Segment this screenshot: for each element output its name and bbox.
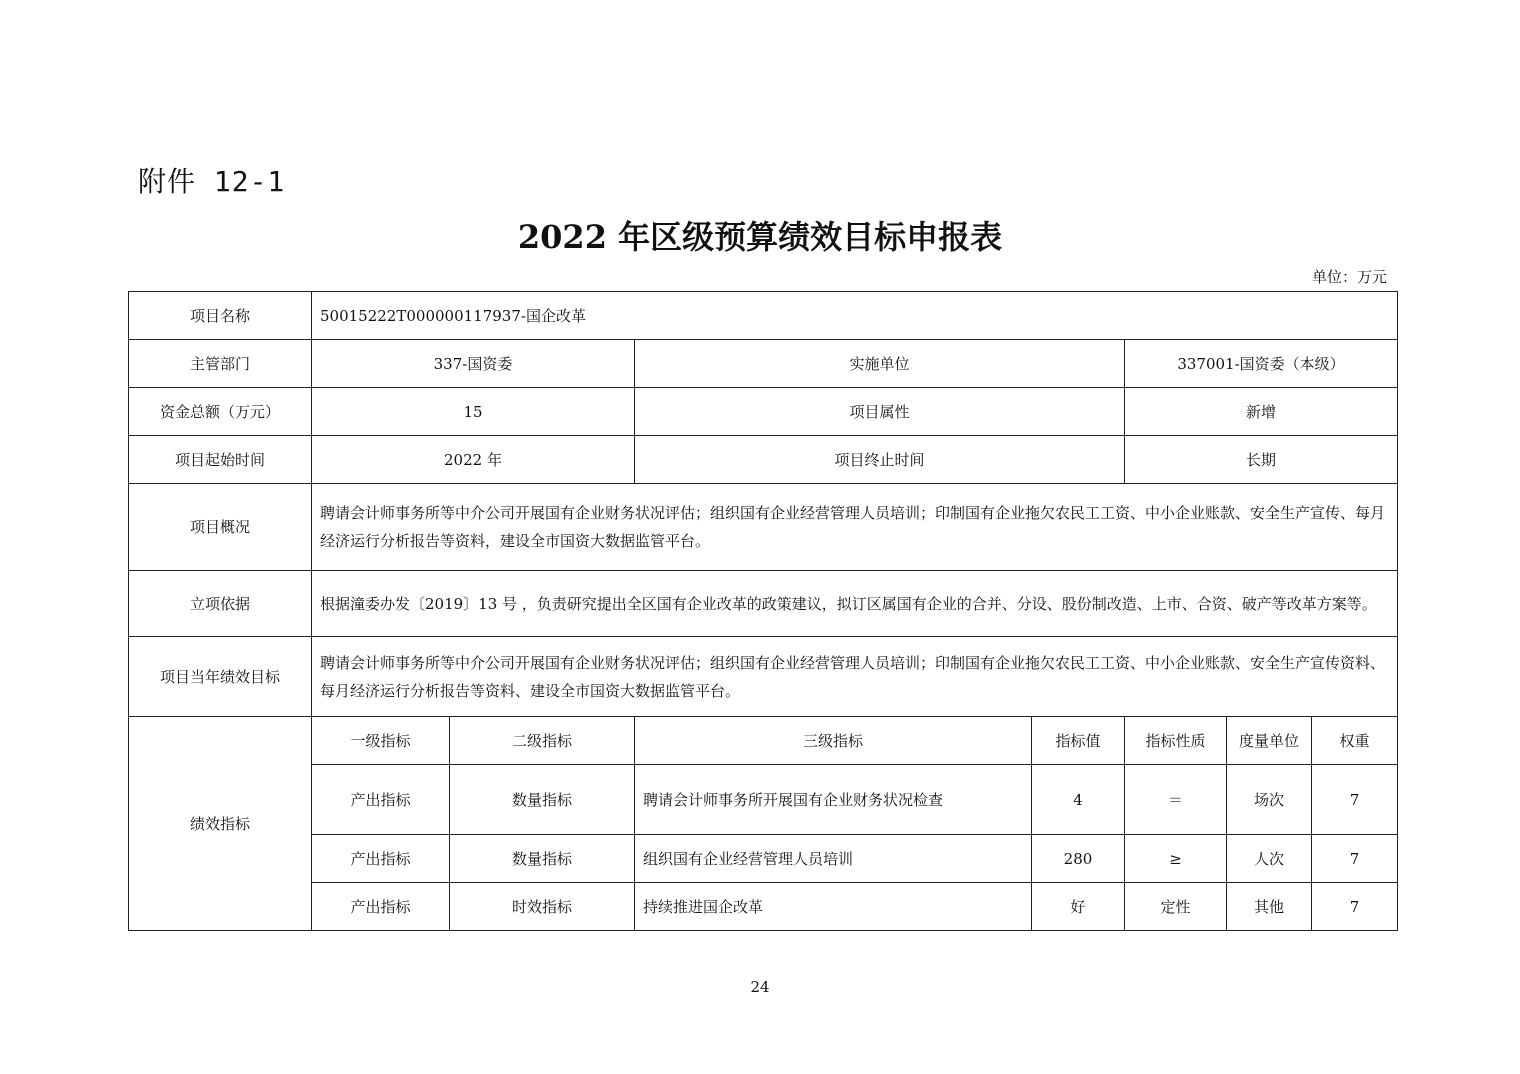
page-number: 24 xyxy=(750,978,770,996)
row-level3: 聘请会计师事务所开展国有企业财务状况检查 xyxy=(635,765,1032,835)
fund-value: 15 xyxy=(312,388,635,436)
row-level2: 时效指标 xyxy=(450,883,635,931)
attachment-label: 附件 12-1 xyxy=(138,165,286,198)
row-level3: 持续推进国企改革 xyxy=(635,883,1032,931)
performance-target-table xyxy=(128,291,1398,931)
row-level3: 组织国有企业经营管理人员培训 xyxy=(635,835,1032,883)
attribute-label: 项目属性 xyxy=(635,388,1125,436)
row-level1: 产出指标 xyxy=(312,835,450,883)
row-weight: 7 xyxy=(1312,883,1398,931)
dept-label: 主管部门 xyxy=(129,340,312,388)
basis-value: 根据潼委办发〔2019〕13 号 ，负责研究提出全区国有企业改革的政策建议，拟订区属国有企业的合并、分设、股份制改造、上市、合资、破产等改革方案等。 xyxy=(312,571,1398,637)
row-level2: 数量指标 xyxy=(450,765,635,835)
row-unit: 人次 xyxy=(1227,835,1312,883)
header-unit: 度量单位 xyxy=(1227,717,1312,765)
start-time-label: 项目起始时间 xyxy=(129,436,312,484)
header-level1: 一级指标 xyxy=(312,717,450,765)
row-nature: 定性 xyxy=(1125,883,1227,931)
project-name-row xyxy=(129,292,1398,340)
project-name-value: 50015222T000000117937-国企改革 xyxy=(312,292,1398,340)
fund-row xyxy=(129,388,1398,436)
project-name-label: 项目名称 xyxy=(129,292,312,340)
row-level1: 产出指标 xyxy=(312,765,450,835)
end-time-label: 项目终止时间 xyxy=(635,436,1125,484)
indicator-row xyxy=(129,765,1398,835)
attribute-value: 新增 xyxy=(1125,388,1398,436)
indicator-row xyxy=(129,883,1398,931)
row-nature: ＝ xyxy=(1125,765,1227,835)
row-value: 好 xyxy=(1032,883,1125,931)
basis-row xyxy=(129,571,1398,637)
indicator-row xyxy=(129,835,1398,883)
row-unit: 其他 xyxy=(1227,883,1312,931)
row-level1: 产出指标 xyxy=(312,883,450,931)
time-row xyxy=(129,436,1398,484)
header-level2: 二级指标 xyxy=(450,717,635,765)
end-time-value: 长期 xyxy=(1125,436,1398,484)
row-nature: ≥ xyxy=(1125,835,1227,883)
header-nature: 指标性质 xyxy=(1125,717,1227,765)
indicator-header-row xyxy=(129,717,1398,765)
row-level2: 数量指标 xyxy=(450,835,635,883)
overview-label: 项目概况 xyxy=(129,484,312,571)
dept-row xyxy=(129,340,1398,388)
unit-label: 单位：万元 xyxy=(1311,268,1387,286)
header-level3: 三级指标 xyxy=(635,717,1032,765)
impl-unit-value: 337001-国资委（本级） xyxy=(1125,340,1398,388)
row-weight: 7 xyxy=(1312,835,1398,883)
dept-value: 337-国资委 xyxy=(312,340,635,388)
annual-goal-value: 聘请会计师事务所等中介公司开展国有企业财务状况评估；组织国有企业经营管理人员培训；印制国有企业拖欠农民工工资、中小企业账款、安全生产宣传资料、每月经济运行分析报告等资料、建设全市国资大数据监管平台。 xyxy=(312,637,1398,717)
header-value: 指标值 xyxy=(1032,717,1125,765)
impl-unit-label: 实施单位 xyxy=(635,340,1125,388)
fund-label: 资金总额（万元） xyxy=(129,388,312,436)
annual-goal-row xyxy=(129,637,1398,717)
basis-label: 立项依据 xyxy=(129,571,312,637)
row-unit: 场次 xyxy=(1227,765,1312,835)
annual-goal-label: 项目当年绩效目标 xyxy=(129,637,312,717)
overview-row xyxy=(129,484,1398,571)
start-time-value: 2022 年 xyxy=(312,436,635,484)
row-weight: 7 xyxy=(1312,765,1398,835)
page-title: 2022 年区级预算绩效目标申报表 xyxy=(517,218,1003,256)
row-value: 280 xyxy=(1032,835,1125,883)
overview-value: 聘请会计师事务所等中介公司开展国有企业财务状况评估；组织国有企业经营管理人员培训；印制国有企业拖欠农民工工资、中小企业账款、安全生产宣传、每月经济运行分析报告等资料，建设全市国资大数据监管平台。 xyxy=(312,484,1398,571)
indicators-label: 绩效指标 xyxy=(129,717,312,931)
header-weight: 权重 xyxy=(1312,717,1398,765)
row-value: 4 xyxy=(1032,765,1125,835)
